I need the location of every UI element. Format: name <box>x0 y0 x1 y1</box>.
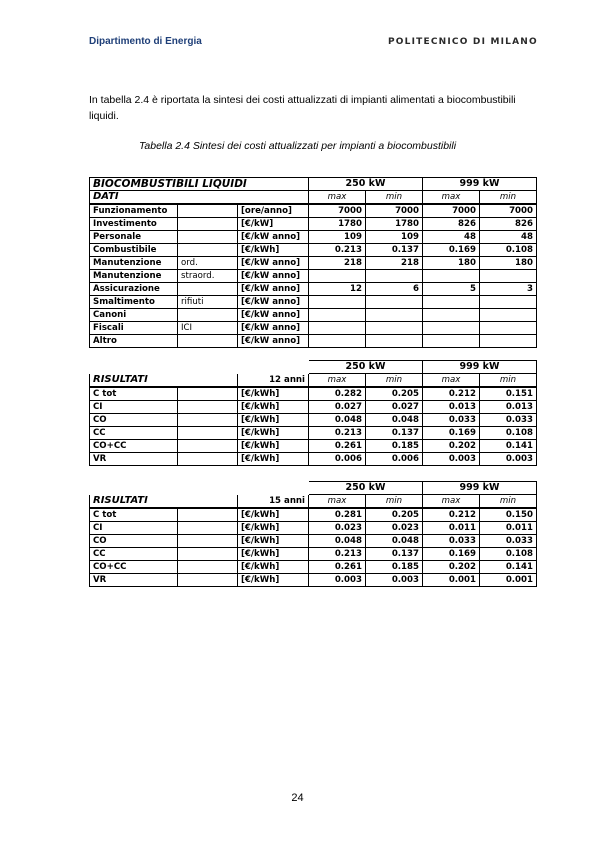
section-risultati: RISULTATI <box>90 374 238 388</box>
value-250-max: 0.003 <box>309 574 366 587</box>
row-unit: [€/kWh] <box>238 574 309 587</box>
value-250-min: 0.205 <box>366 508 423 522</box>
value-250-max <box>309 270 366 283</box>
row-label: C tot <box>90 387 178 401</box>
col-min: min <box>366 191 423 205</box>
value-999-max: 0.169 <box>423 427 480 440</box>
table-row <box>90 204 537 218</box>
value-999-min: 0.141 <box>480 440 537 453</box>
table-row <box>90 414 537 427</box>
row-label: CO <box>90 414 178 427</box>
value-999-max: 5 <box>423 283 480 296</box>
row-sublabel: straord. <box>178 270 238 283</box>
value-250-max <box>309 296 366 309</box>
row-sublabel <box>178 218 238 231</box>
value-999-min: 0.003 <box>480 453 537 466</box>
value-250-max: 0.261 <box>309 561 366 574</box>
row-unit: [€/kW anno] <box>238 270 309 283</box>
value-250-max: 0.213 <box>309 427 366 440</box>
value-250-max: 0.281 <box>309 508 366 522</box>
row-sublabel <box>178 535 238 548</box>
value-999-min <box>480 322 537 335</box>
row-unit: [€/kW anno] <box>238 231 309 244</box>
value-999-min: 0.033 <box>480 414 537 427</box>
value-250-max <box>309 322 366 335</box>
value-999-min: 826 <box>480 218 537 231</box>
value-999-max: 0.212 <box>423 508 480 522</box>
table-row <box>90 283 537 296</box>
col-max: max <box>309 191 366 205</box>
row-unit: [€/kW anno] <box>238 335 309 348</box>
table-row <box>90 401 537 414</box>
table-row <box>90 453 537 466</box>
table-title-row <box>90 178 537 191</box>
row-label: CI <box>90 401 178 414</box>
table-header-row <box>90 361 537 374</box>
value-250-min: 0.023 <box>366 522 423 535</box>
value-250-min: 0.048 <box>366 535 423 548</box>
table-row <box>90 231 537 244</box>
col-999kw: 999 kW <box>423 361 537 374</box>
col-250kw: 250 kW <box>309 482 423 495</box>
value-999-min: 0.001 <box>480 574 537 587</box>
row-unit: [€/kW] <box>238 218 309 231</box>
table-dati <box>89 177 537 348</box>
value-999-max: 0.212 <box>423 387 480 401</box>
value-250-max: 12 <box>309 283 366 296</box>
row-label: VR <box>90 453 178 466</box>
row-label: CI <box>90 522 178 535</box>
row-unit: [€/kWh] <box>238 414 309 427</box>
value-999-max: 0.033 <box>423 535 480 548</box>
row-sublabel <box>178 427 238 440</box>
value-250-min <box>366 335 423 348</box>
col-max: max <box>423 374 480 388</box>
value-999-min <box>480 296 537 309</box>
value-250-max: 7000 <box>309 204 366 218</box>
row-sublabel: rifiuti <box>178 296 238 309</box>
row-label: Canoni <box>90 309 178 322</box>
row-unit: [€/kWh] <box>238 548 309 561</box>
row-sublabel <box>178 244 238 257</box>
table-caption: Tabella 2.4 Sintesi dei costi attualizzati per impianti a biocombustibili <box>138 140 457 152</box>
table-row <box>90 522 537 535</box>
table-section-row <box>90 495 537 509</box>
value-999-max <box>423 270 480 283</box>
value-999-max: 0.202 <box>423 561 480 574</box>
row-unit: [€/kW anno] <box>238 322 309 335</box>
row-unit: [€/kWh] <box>238 535 309 548</box>
table-row <box>90 574 537 587</box>
value-250-min: 0.006 <box>366 453 423 466</box>
section-dati: DATI <box>90 191 309 205</box>
row-unit: [€/kWh] <box>238 244 309 257</box>
value-999-max: 7000 <box>423 204 480 218</box>
value-999-max <box>423 335 480 348</box>
value-999-min: 0.151 <box>480 387 537 401</box>
value-999-min <box>480 309 537 322</box>
value-250-max <box>309 309 366 322</box>
table-header-row <box>90 482 537 495</box>
value-999-max: 0.202 <box>423 440 480 453</box>
col-min: min <box>366 495 423 509</box>
row-label: VR <box>90 574 178 587</box>
row-sublabel <box>178 283 238 296</box>
table-row <box>90 335 537 348</box>
col-min: min <box>480 374 537 388</box>
table-row <box>90 535 537 548</box>
col-max: max <box>309 374 366 388</box>
value-250-min: 7000 <box>366 204 423 218</box>
value-999-max: 826 <box>423 218 480 231</box>
value-999-max: 180 <box>423 257 480 270</box>
value-250-max: 0.048 <box>309 414 366 427</box>
years-label: 15 anni <box>238 495 309 509</box>
value-999-min <box>480 335 537 348</box>
value-999-max <box>423 322 480 335</box>
table-row <box>90 508 537 522</box>
row-unit: [€/kW anno] <box>238 296 309 309</box>
row-unit: [€/kW anno] <box>238 283 309 296</box>
row-sublabel: ord. <box>178 257 238 270</box>
col-250kw: 250 kW <box>309 178 423 191</box>
row-unit: [€/kWh] <box>238 387 309 401</box>
row-sublabel <box>178 335 238 348</box>
table-row <box>90 244 537 257</box>
value-250-max: 218 <box>309 257 366 270</box>
row-sublabel <box>178 309 238 322</box>
table-row <box>90 427 537 440</box>
row-unit: [€/kWh] <box>238 561 309 574</box>
row-sublabel <box>178 231 238 244</box>
row-sublabel <box>178 548 238 561</box>
row-unit: [€/kWh] <box>238 522 309 535</box>
row-sublabel: ICI <box>178 322 238 335</box>
value-999-min: 0.108 <box>480 244 537 257</box>
row-unit: [ore/anno] <box>238 204 309 218</box>
value-250-min: 0.003 <box>366 574 423 587</box>
value-250-max: 0.027 <box>309 401 366 414</box>
value-250-max: 0.282 <box>309 387 366 401</box>
value-250-max: 0.213 <box>309 548 366 561</box>
value-999-max <box>423 309 480 322</box>
value-250-min <box>366 322 423 335</box>
row-sublabel <box>178 561 238 574</box>
row-label: CO <box>90 535 178 548</box>
table-risultati-12 <box>89 360 537 466</box>
row-unit: [€/kWh] <box>238 401 309 414</box>
row-sublabel <box>178 414 238 427</box>
value-250-min: 0.205 <box>366 387 423 401</box>
value-250-min: 1780 <box>366 218 423 231</box>
value-250-min: 0.137 <box>366 427 423 440</box>
value-999-max: 0.001 <box>423 574 480 587</box>
value-250-max: 109 <box>309 231 366 244</box>
value-250-min: 109 <box>366 231 423 244</box>
value-250-max <box>309 335 366 348</box>
col-min: min <box>480 495 537 509</box>
value-250-min: 0.185 <box>366 561 423 574</box>
years-label: 12 anni <box>238 374 309 388</box>
table-row <box>90 440 537 453</box>
header-institution: POLITECNICO DI MILANO <box>388 37 538 47</box>
row-label: Combustibile <box>90 244 178 257</box>
row-unit: [€/kWh] <box>238 427 309 440</box>
row-label: Altro <box>90 335 178 348</box>
col-min: min <box>366 374 423 388</box>
value-250-min: 0.048 <box>366 414 423 427</box>
row-label: C tot <box>90 508 178 522</box>
value-999-max: 0.169 <box>423 548 480 561</box>
row-unit: [€/kWh] <box>238 440 309 453</box>
table-section-row <box>90 374 537 388</box>
value-250-max: 0.023 <box>309 522 366 535</box>
value-250-min: 0.185 <box>366 440 423 453</box>
value-999-min: 3 <box>480 283 537 296</box>
value-999-max: 0.033 <box>423 414 480 427</box>
row-label: CC <box>90 548 178 561</box>
value-250-max: 0.006 <box>309 453 366 466</box>
col-max: max <box>423 191 480 205</box>
table-row <box>90 387 537 401</box>
value-250-max: 1780 <box>309 218 366 231</box>
row-unit: [€/kWh] <box>238 508 309 522</box>
value-999-min: 48 <box>480 231 537 244</box>
row-sublabel <box>178 574 238 587</box>
value-999-min <box>480 270 537 283</box>
row-sublabel <box>178 522 238 535</box>
row-label: Personale <box>90 231 178 244</box>
value-999-max: 0.003 <box>423 453 480 466</box>
table-row <box>90 548 537 561</box>
value-999-max: 0.013 <box>423 401 480 414</box>
row-label: Manutenzione <box>90 257 178 270</box>
row-unit: [€/kW anno] <box>238 309 309 322</box>
value-250-min: 0.027 <box>366 401 423 414</box>
intro-paragraph: In tabella 2.4 è riportata la sintesi dei costi attualizzati di impianti alimentati a biocombustibili liquidi. <box>89 94 516 122</box>
row-label: Funzionamento <box>90 204 178 218</box>
row-label: CC <box>90 427 178 440</box>
col-max: max <box>309 495 366 509</box>
table-row <box>90 257 537 270</box>
value-999-min: 0.108 <box>480 548 537 561</box>
value-250-min: 218 <box>366 257 423 270</box>
value-250-max: 0.213 <box>309 244 366 257</box>
value-999-max: 48 <box>423 231 480 244</box>
table-row <box>90 218 537 231</box>
value-250-min <box>366 270 423 283</box>
value-999-min: 0.013 <box>480 401 537 414</box>
row-sublabel <box>178 440 238 453</box>
table-row <box>90 561 537 574</box>
row-sublabel <box>178 401 238 414</box>
col-min: min <box>480 191 537 205</box>
page-number: 24 <box>291 792 304 804</box>
table-row <box>90 309 537 322</box>
value-250-min: 0.137 <box>366 548 423 561</box>
col-999kw: 999 kW <box>423 482 537 495</box>
header-department: Dipartimento di Energia <box>89 36 202 47</box>
value-999-min: 0.108 <box>480 427 537 440</box>
value-999-min: 0.150 <box>480 508 537 522</box>
value-250-max: 0.048 <box>309 535 366 548</box>
value-250-min: 0.137 <box>366 244 423 257</box>
table-risultati-15 <box>89 481 537 587</box>
table-title: BIOCOMBUSTIBILI LIQUIDI <box>90 178 309 191</box>
row-label: CO+CC <box>90 561 178 574</box>
table-row <box>90 270 537 283</box>
table-row <box>90 322 537 335</box>
row-label: Investimento <box>90 218 178 231</box>
value-999-min: 180 <box>480 257 537 270</box>
value-999-max: 0.169 <box>423 244 480 257</box>
value-250-min <box>366 309 423 322</box>
value-999-min: 0.141 <box>480 561 537 574</box>
row-unit: [€/kWh] <box>238 453 309 466</box>
col-250kw: 250 kW <box>309 361 423 374</box>
value-999-max <box>423 296 480 309</box>
value-999-min: 0.033 <box>480 535 537 548</box>
col-max: max <box>423 495 480 509</box>
table-row <box>90 296 537 309</box>
value-999-min: 0.011 <box>480 522 537 535</box>
row-label: Assicurazione <box>90 283 178 296</box>
value-250-min <box>366 296 423 309</box>
row-label: Manutenzione <box>90 270 178 283</box>
col-999kw: 999 kW <box>423 178 537 191</box>
row-label: Fiscali <box>90 322 178 335</box>
section-risultati: RISULTATI <box>90 495 238 509</box>
row-sublabel <box>178 508 238 522</box>
value-999-max: 0.011 <box>423 522 480 535</box>
row-label: CO+CC <box>90 440 178 453</box>
value-250-min: 6 <box>366 283 423 296</box>
value-999-min: 7000 <box>480 204 537 218</box>
row-label: Smaltimento <box>90 296 178 309</box>
value-250-max: 0.261 <box>309 440 366 453</box>
table-section-row <box>90 191 537 205</box>
row-sublabel <box>178 204 238 218</box>
row-sublabel <box>178 453 238 466</box>
row-unit: [€/kW anno] <box>238 257 309 270</box>
row-sublabel <box>178 387 238 401</box>
